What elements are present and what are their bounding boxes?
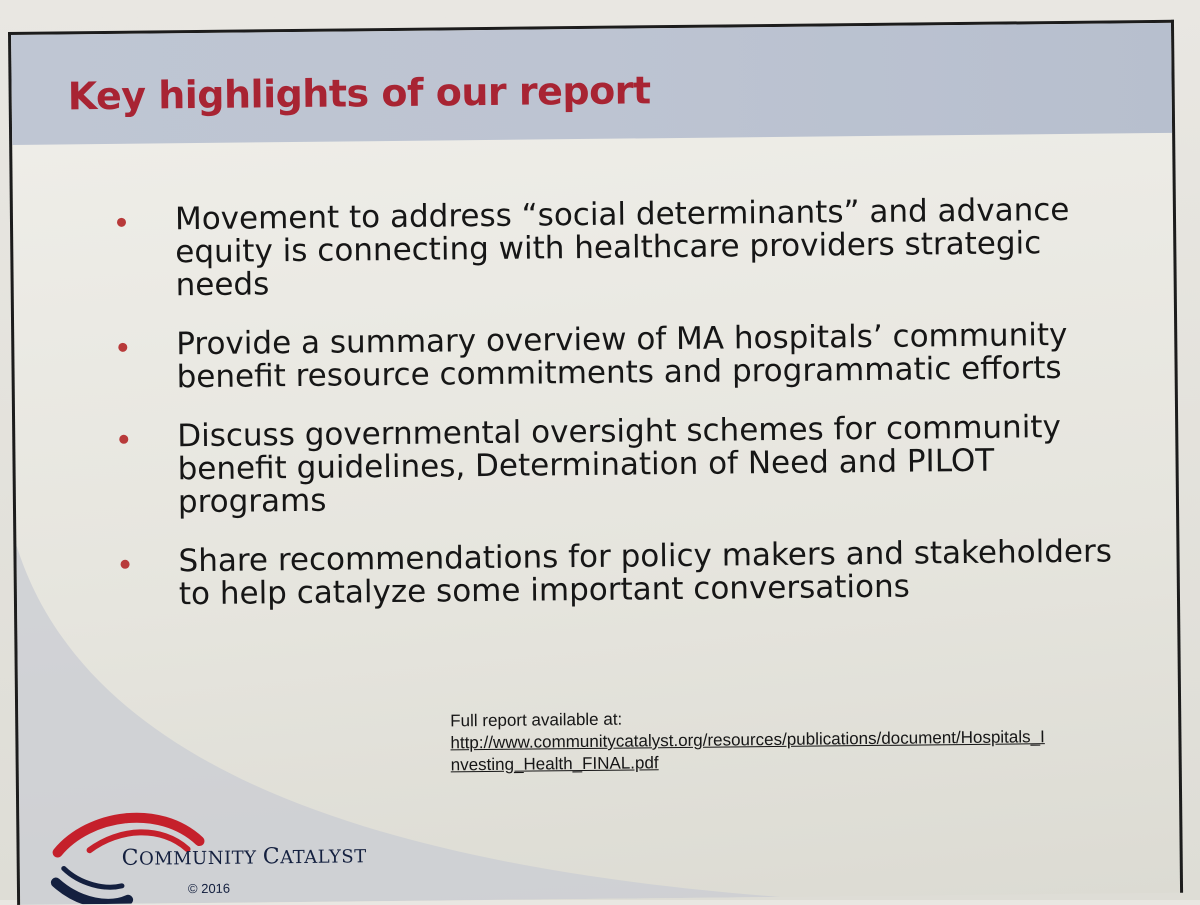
report-link-line2: nvesting_Health_FINAL.pdf bbox=[450, 753, 659, 775]
report-link[interactable] bbox=[450, 727, 1044, 774]
bullet-item bbox=[113, 193, 1114, 302]
slide bbox=[8, 20, 1183, 905]
bullet-dot-icon bbox=[118, 343, 127, 352]
slide-title: Key highlights of our report bbox=[67, 68, 651, 119]
bullet-text: Share recommendations for policy makers and stakeholders to help catalyze some important conversations bbox=[178, 533, 1113, 613]
footnote bbox=[450, 704, 1045, 776]
title-band bbox=[11, 23, 1172, 145]
report-link-line1: http://www.communitycatalyst.org/resources/publications/document/Hospitals_I bbox=[450, 727, 1045, 753]
brand-name: COMMUNITY CATALYST bbox=[121, 844, 367, 871]
bullet-item bbox=[115, 410, 1116, 519]
bullet-text: Provide a summary overview of MA hospitals’ community benefit resource commitments and programmatic efforts bbox=[176, 316, 1068, 396]
bullet-item bbox=[114, 318, 1115, 394]
copyright: © 2016 bbox=[187, 880, 231, 897]
bullet-text: Movement to address “social determinants” and advance equity is connecting with healthcare providers strategic needs bbox=[174, 191, 1070, 304]
bullet-dot-icon bbox=[117, 218, 126, 227]
bullet-list bbox=[113, 193, 1117, 637]
bullet-text: Discuss governmental oversight schemes for community benefit guidelines, Determination of Need and PILOT programs bbox=[177, 408, 1062, 521]
footnote-label: Full report available at: bbox=[450, 709, 623, 731]
bullet-item bbox=[116, 535, 1117, 611]
bullet-dot-icon bbox=[119, 435, 128, 444]
bullet-dot-icon bbox=[121, 560, 130, 569]
